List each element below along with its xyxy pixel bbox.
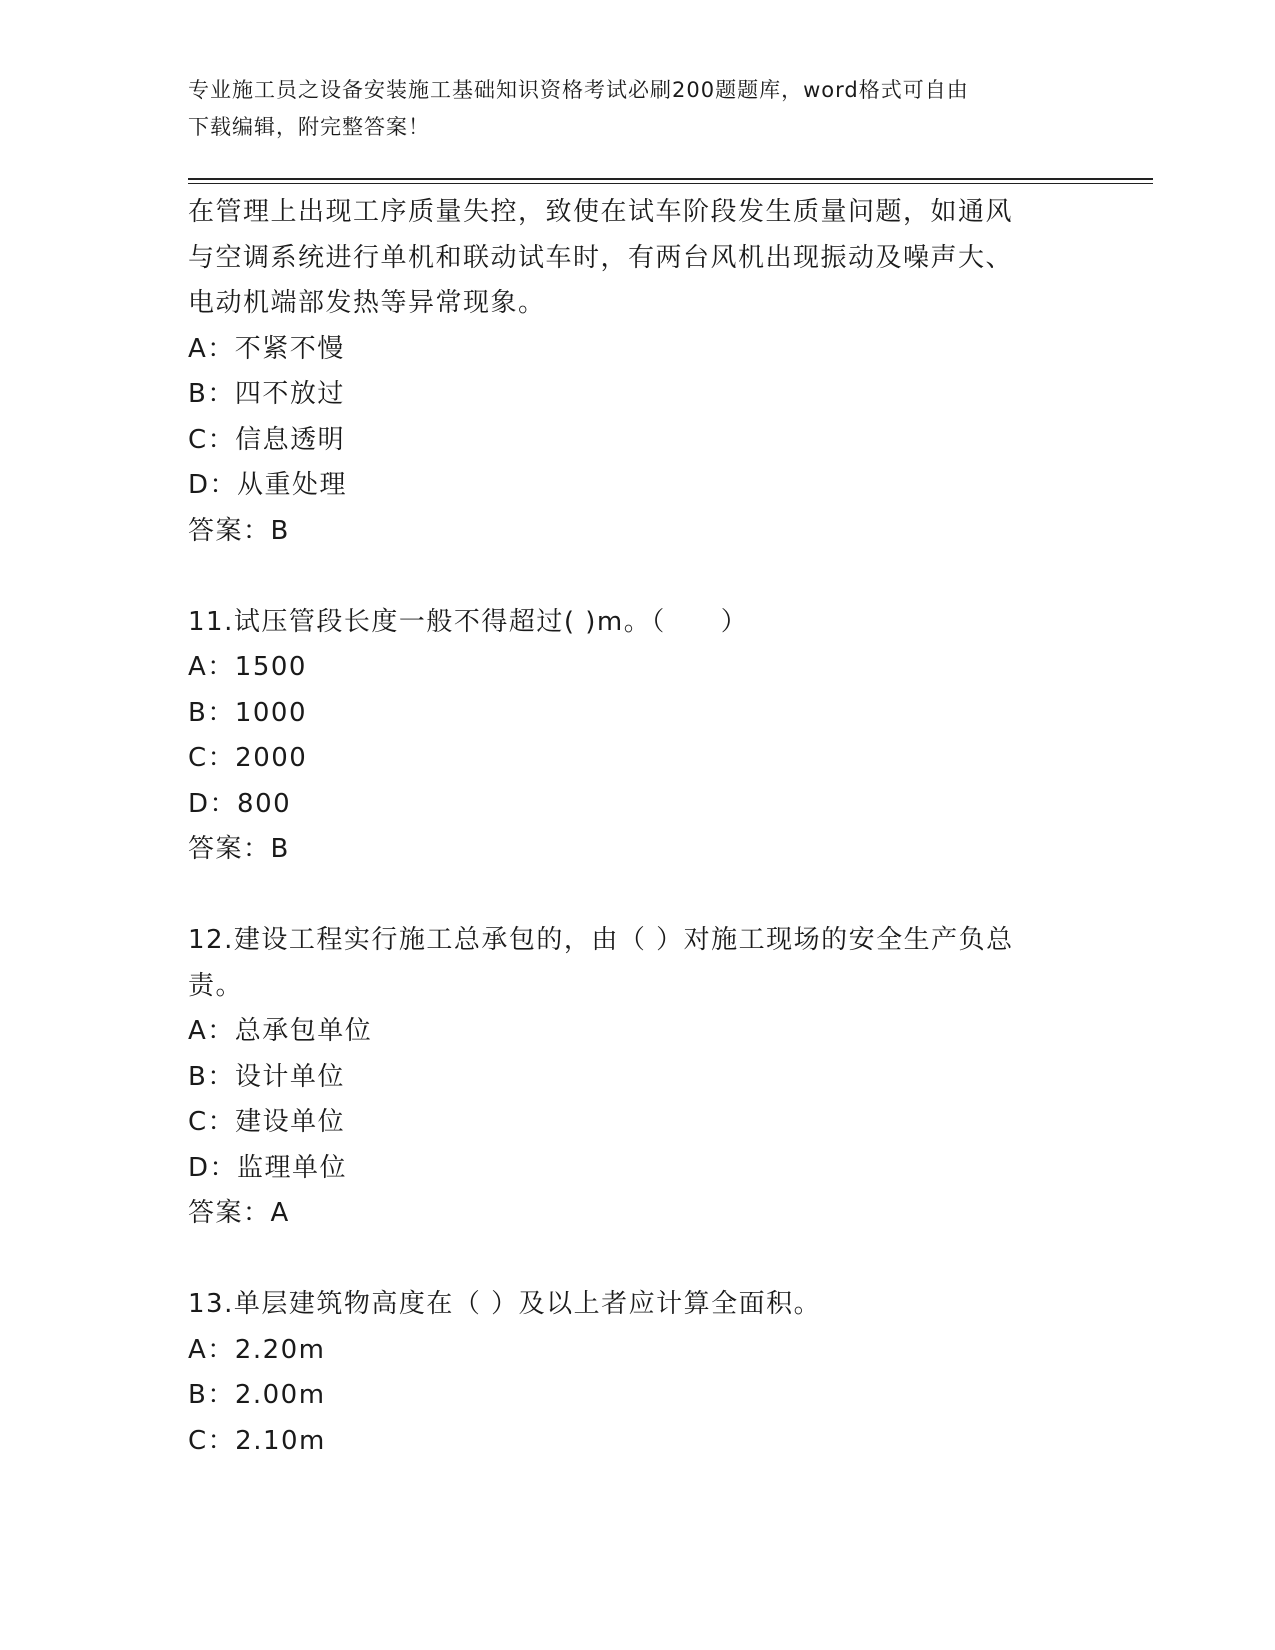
header-line-2: 下载编辑，附完整答案！ bbox=[188, 115, 430, 139]
option-c: C：2000 bbox=[188, 743, 308, 773]
answer: 答案：B bbox=[188, 515, 290, 546]
question-text: 13.单层建筑物高度在（ ）及以上者应计算全面积。 bbox=[188, 1289, 822, 1319]
question-11 bbox=[188, 600, 1068, 873]
option-c: C：建设单位 bbox=[188, 1107, 346, 1137]
question-13 bbox=[188, 1282, 1068, 1464]
option-d: D：800 bbox=[188, 788, 292, 819]
question-text: 责。 bbox=[188, 970, 244, 1001]
option-a: A：1500 bbox=[188, 652, 307, 682]
header-line-1: 专业施工员之设备安装施工基础知识资格考试必刷200题题库，word格式可自由 bbox=[188, 78, 969, 102]
option-b: B：四不放过 bbox=[188, 379, 345, 409]
option-b: B：1000 bbox=[188, 697, 308, 728]
option-a: A：总承包单位 bbox=[188, 1016, 373, 1046]
question-text: 电动机端部发热等异常现象。 bbox=[188, 288, 546, 318]
question-text: 11.试压管段长度一般不得超过( )m。（ ） bbox=[188, 606, 749, 637]
option-b: B：设计单位 bbox=[188, 1061, 345, 1092]
document-header bbox=[188, 72, 1068, 146]
question-text: 与空调系统进行单机和联动试车时，有两台风机出现振动及噪声大、 bbox=[188, 242, 1014, 273]
header-rule-thick bbox=[188, 178, 1153, 180]
question-continuation bbox=[188, 190, 1068, 554]
option-c: C：信息透明 bbox=[188, 424, 346, 455]
question-text: 12.建设工程实行施工总承包的，由（ ）对施工现场的安全生产负总 bbox=[188, 925, 1014, 955]
spacer bbox=[188, 873, 1068, 919]
option-d: D：从重处理 bbox=[188, 470, 348, 500]
option-a: A：不紧不慢 bbox=[188, 333, 345, 364]
option-b: B：2.00m bbox=[188, 1380, 326, 1410]
question-text: 在管理上出现工序质量失控，致使在试车阶段发生质量问题，如通风 bbox=[188, 197, 1014, 227]
header-rule-thin bbox=[188, 183, 1153, 184]
answer: 答案：B bbox=[188, 834, 290, 864]
answer: 答案：A bbox=[188, 1198, 290, 1228]
option-c: C：2.10m bbox=[188, 1425, 326, 1456]
option-a: A：2.20m bbox=[188, 1334, 326, 1365]
spacer bbox=[188, 554, 1068, 600]
spacer bbox=[188, 1237, 1068, 1283]
option-d: D：监理单位 bbox=[188, 1152, 348, 1183]
question-list bbox=[188, 190, 1068, 1464]
question-12 bbox=[188, 918, 1068, 1237]
